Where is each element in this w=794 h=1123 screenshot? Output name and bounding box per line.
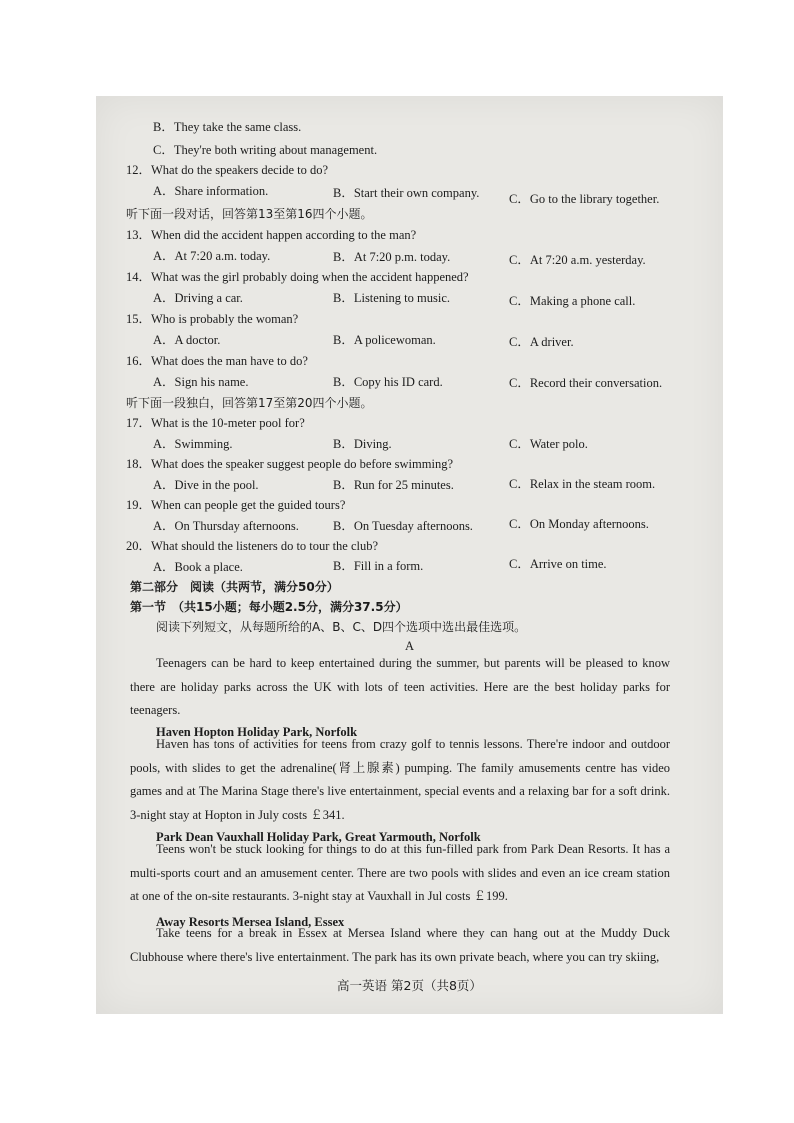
park1-title: Haven Hopton Holiday Park, Norfolk xyxy=(156,725,358,739)
park2-title: Park Dean Vauxhall Holiday Park, Great Yarmouth, Norfolk xyxy=(156,830,481,844)
park3-body xyxy=(130,922,670,969)
passage-letter: A xyxy=(404,639,415,653)
question-20-stem: 20．What should the listeners do to tour the club? xyxy=(126,539,379,553)
park1-body xyxy=(130,733,670,827)
question-13-stem: 13．When did the accident happen according to the man? xyxy=(126,228,417,242)
part2-title: 第二部分 阅读（共两节，满分50分） xyxy=(130,580,339,594)
q11-option-b: B．They take the same class. xyxy=(153,120,302,134)
page-footer: 高一英语 第2页（共8页） xyxy=(337,978,482,993)
q20-option-c: C．Arrive on time. xyxy=(509,557,607,571)
q15-option-c: C．A driver. xyxy=(509,335,574,349)
q19-option-c: C．On Monday afternoons. xyxy=(509,517,649,531)
park2-body-text: Teens won't be stuck looking for things to do at this fun-filled park from Park Dean Resorts. It has a multi-sports court and an amusement center. There are two pools with slides and even an ice cream station at one of the on-site restaurants. 3-night stay at Vauxhall in Jul costs ￡199. xyxy=(130,842,670,903)
question-18-stem: 18．What does the speaker suggest people do before swimming? xyxy=(126,457,453,471)
q12-option-b: B．Start their own company. xyxy=(333,186,480,200)
reading-direction: 阅读下列短文，从每题所给的A、B、C、D四个选项中选出最佳选项。 xyxy=(156,620,527,634)
q18-option-b: B．Run for 25 minutes. xyxy=(333,478,454,492)
q20-option-b: B．Fill in a form. xyxy=(333,559,424,573)
q19-option-b: B．On Tuesday afternoons. xyxy=(333,519,473,533)
q16-option-c: C．Record their conversation. xyxy=(509,376,663,390)
q17-option-c: C．Water polo. xyxy=(509,437,588,451)
park2-body xyxy=(130,838,670,909)
q12-option-c: C．Go to the library together. xyxy=(509,192,660,206)
q13-option-a: A．At 7:20 a.m. today. xyxy=(153,249,271,263)
passage-intro-text: Teenagers can be hard to keep entertained during the summer, but parents will be pleased to know there are holiday parks across the UK with lots of teen activities. Here are the best holiday parks for teenagers. xyxy=(130,656,670,717)
q14-option-c: C．Making a phone call. xyxy=(509,294,636,308)
park1-body-text: Haven has tons of activities for teens from crazy golf to tennis lessons. There're indoor and outdoor pools, with slides to get the adrenaline(肾上腺素) pumping. The family amusements centre has video games and at The Marina Stage there's live entertainment, special events and a relaxing bar for a soft drink. 3-night stay at Hopton in July costs ￡341. xyxy=(130,737,670,822)
q14-option-b: B．Listening to music. xyxy=(333,291,451,305)
exam-page xyxy=(96,96,723,1014)
q19-option-a: A．On Thursday afternoons. xyxy=(153,519,299,533)
q13-option-c: C．At 7:20 a.m. yesterday. xyxy=(509,253,646,267)
q17-option-b: B．Diving. xyxy=(333,437,392,451)
question-16-stem: 16．What does the man have to do? xyxy=(126,354,308,368)
passage-intro xyxy=(130,652,670,723)
question-12-stem: 12．What do the speakers decide to do? xyxy=(126,163,329,177)
question-19-stem: 19．When can people get the guided tours? xyxy=(126,498,346,512)
q16-option-a: A．Sign his name. xyxy=(153,375,249,389)
q11-option-c: C．They're both writing about management. xyxy=(153,143,378,157)
q18-option-c: C．Relax in the steam room. xyxy=(509,477,656,491)
q14-option-a: A．Driving a car. xyxy=(153,291,243,305)
park3-title: Away Resorts Mersea Island, Essex xyxy=(156,915,345,929)
question-15-stem: 15．Who is probably the woman? xyxy=(126,312,299,326)
instruction-q17-20: 听下面一段独白，回答第17至第20四个小题。 xyxy=(126,396,373,410)
question-17-stem: 17．What is the 10-meter pool for? xyxy=(126,416,305,430)
instruction-q13-16: 听下面一段对话，回答第13至第16四个小题。 xyxy=(126,207,373,221)
q12-option-a: A．Share information. xyxy=(153,184,269,198)
section1-title: 第一节 （共15小题；每小题2.5分，满分37.5分） xyxy=(130,600,408,614)
q18-option-a: A．Dive in the pool. xyxy=(153,478,259,492)
q20-option-a: A．Book a place. xyxy=(153,560,243,574)
q15-option-a: A．A doctor. xyxy=(153,333,221,347)
question-14-stem: 14．What was the girl probably doing when the accident happened? xyxy=(126,270,469,284)
park3-body-text: Take teens for a break in Essex at Mersea Island where they can hang out at the Muddy Duck Clubhouse where there's live entertainment. The park has its own private beach, where you can try skiing, xyxy=(130,926,670,964)
q17-option-a: A．Swimming. xyxy=(153,437,233,451)
q16-option-b: B．Copy his ID card. xyxy=(333,375,443,389)
q15-option-b: B．A policewoman. xyxy=(333,333,436,347)
q13-option-b: B．At 7:20 p.m. today. xyxy=(333,250,451,264)
